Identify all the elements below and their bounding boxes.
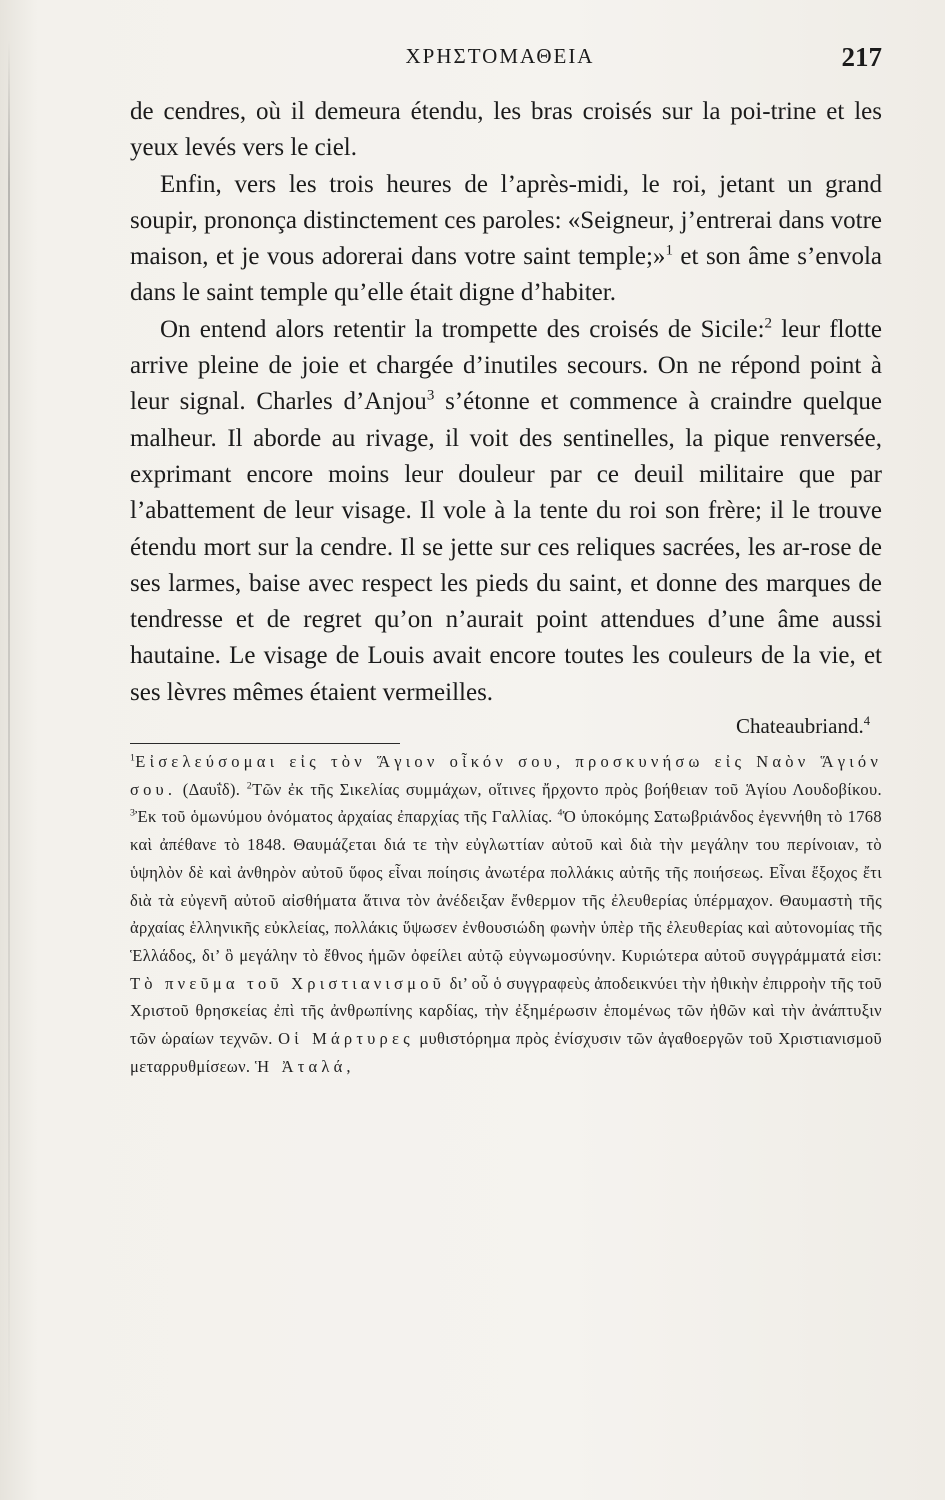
paragraph-1: de cendres, où il demeura étendu, les bras croisés sur la poi-trine et les yeux levés vers le ciel. [130,98,882,162]
paragraph-3-text-b: leur flotte arrive pleine de joie et chargée d’inutiles secours. On ne répond point à leur signal. Charles d’Anjou [130,315,882,416]
footnote-4-work-2: Οἱ Μάρτυρες [278,1029,414,1049]
footnote-4-text-a: Ὁ ὑποκόμης Σατωβριάνδος ἐγεννήθη τὸ 1768 καὶ ἀπέθανε τὸ 1848. Θαυμάζεται διά τε τὴν εὐγλωττίαν αὐτοῦ καὶ διὰ τὴν μεγάλην του περίνοιαν, τὸ ὑψηλὸν δὲ καὶ ἀνθηρὸν αὐτοῦ ὕφος εἶναι ποίησις ἀνωτέρα πολλάκις αὐτῆς τῆς ποιήσεως. Εἶναι ἔξοχος ἔτι διὰ τὰ εὐγενῆ αὐτοῦ αἰσθήματα ἅτινα τὸν ἀνέδειξαν ἔνθερμον τῆς ἐλευθερίας ὑπέρμαχον. Θαυμαστὴ τῆς ἀρχαίας ἑλληνικῆς εὐκλείας, πολλάκις ὕψωσεν ἐνθουσιώδη φωνὴν ὑπὲρ τῆς ἐλευθερίας καὶ αὐτονομίας τῆς Ἑλλάδος, δι’ ὃ μεγάλην τὸ ἔθνος ἡμῶν ὀφείλει αὐτῷ εὐγνωμοσύνην. Κυριώτερα αὐτοῦ συγγράμματά εἰσι: [130,807,882,965]
paragraph-2-text-b: et son âme s’envola dans le saint temple qu’elle était digne d’habiter. [130,243,882,307]
paragraph-3-text-a: On entend alors retentir la trompette des croisés de Sicile: [160,315,765,343]
author-name: Chateaubriand. [736,714,864,739]
footnote-4-work-1: Τὸ πνεῦμα τοῦ Χριστιανισμοῦ [130,973,446,993]
footnote-rule [130,743,400,744]
footnote-4-text-b: δι’ οὗ ὁ συγγραφεὺς ἀποδεικνύει τὴν ἠθικὴν ἐπιρροὴν τῆς τοῦ Χριστοῦ θρησκείας ἐπὶ τῆς ἀνθρωπίνης καρδίας, τὴν ἐξημέρωσιν ἑπομένως τῶν ἠθῶν καὶ τὴν ἀνάπτυξιν τῶν ὡραίων τεχνῶν. [130,973,882,1049]
paragraph-3 [130,312,882,711]
footnote-4-number: 4 [557,807,563,819]
running-title: ΧΡΗΣΤΟΜΑΘΕΙΑ [405,44,595,68]
footnote-4-work-3: Ἡ Ἀταλά, [254,1056,355,1076]
paragraph-2 [130,167,882,312]
footnote-ref-1: 1 [665,242,673,259]
footnotes [130,748,882,1080]
footnote-ref-3: 3 [426,388,435,405]
main-text [130,94,882,1080]
footnote-2-number: 2 [246,780,253,792]
paragraph-3-text-c: s’étonne et commence à craindre quelque malheur. Il aborde au rivage, il voit des sentinelles, la pique renversée, exprimant encore moins leur douleur par ce deuil militaire que par l’abattement de leur visage. Il vole à la tente du roi son frère; il le trouve étendu mort sur la cendre. Il se jette sur ces reliques sacrées, les ar-rose de ses larmes, baise avec respect les pieds du saint, et donne des marques de tendresse et de regret qu’on n’aurait point attendues d’une âme aussi hautaine. Le visage de Louis avait encore toutes les couleurs de la vie, et ses lèvres mêmes étaient vermeilles. [130,388,882,706]
footnote-3-number: 3 [130,807,136,819]
footnote-4-text-c: μυθιστόρημα πρὸς ἐνίσχυσιν τῶν ἀγαθοεργῶν τοῦ Χριστιανισμοῦ μεταρρυθμίσεων. [130,1029,882,1076]
footnote-1-source: (Δαυΐδ). [176,779,247,799]
paragraph-2-text-a: Enfin, vers les trois heures de l’après-midi, le roi, jetant un grand soupir, prononça distinctement ces paroles: «Seigneur, j’entrerai dans votre maison, et je vous adorerai dans votre saint temple;» [130,170,882,271]
footnote-3-text: Ἐκ τοῦ ὁμωνύμου ὀνόματος ἀρχαίας ἐπαρχίας τῆς Γαλλίας. [135,807,558,827]
page-edge-shadow [8,40,10,1460]
footnote-2-text: Τῶν ἐκ τῆς Σικελίας συμμάχων, οἵτινες ἤρχοντο πρὸς βοήθειαν τοῦ Ἁγίου Λουδοβίκου. [252,779,882,799]
footnote-ref-4: 4 [863,714,870,729]
footnote-ref-2: 2 [764,315,773,332]
page-number: 217 [841,42,882,72]
footnote-1-number: 1 [130,752,136,764]
author-signature [130,711,882,741]
footnote-1-quote: Εἰσελεύσομαι εἰς τὸν Ἅγιον οἶκόν σου, προσκυνήσω εἰς Ναὸν Ἅγιόν σου. [130,752,882,799]
page-header [120,42,880,82]
